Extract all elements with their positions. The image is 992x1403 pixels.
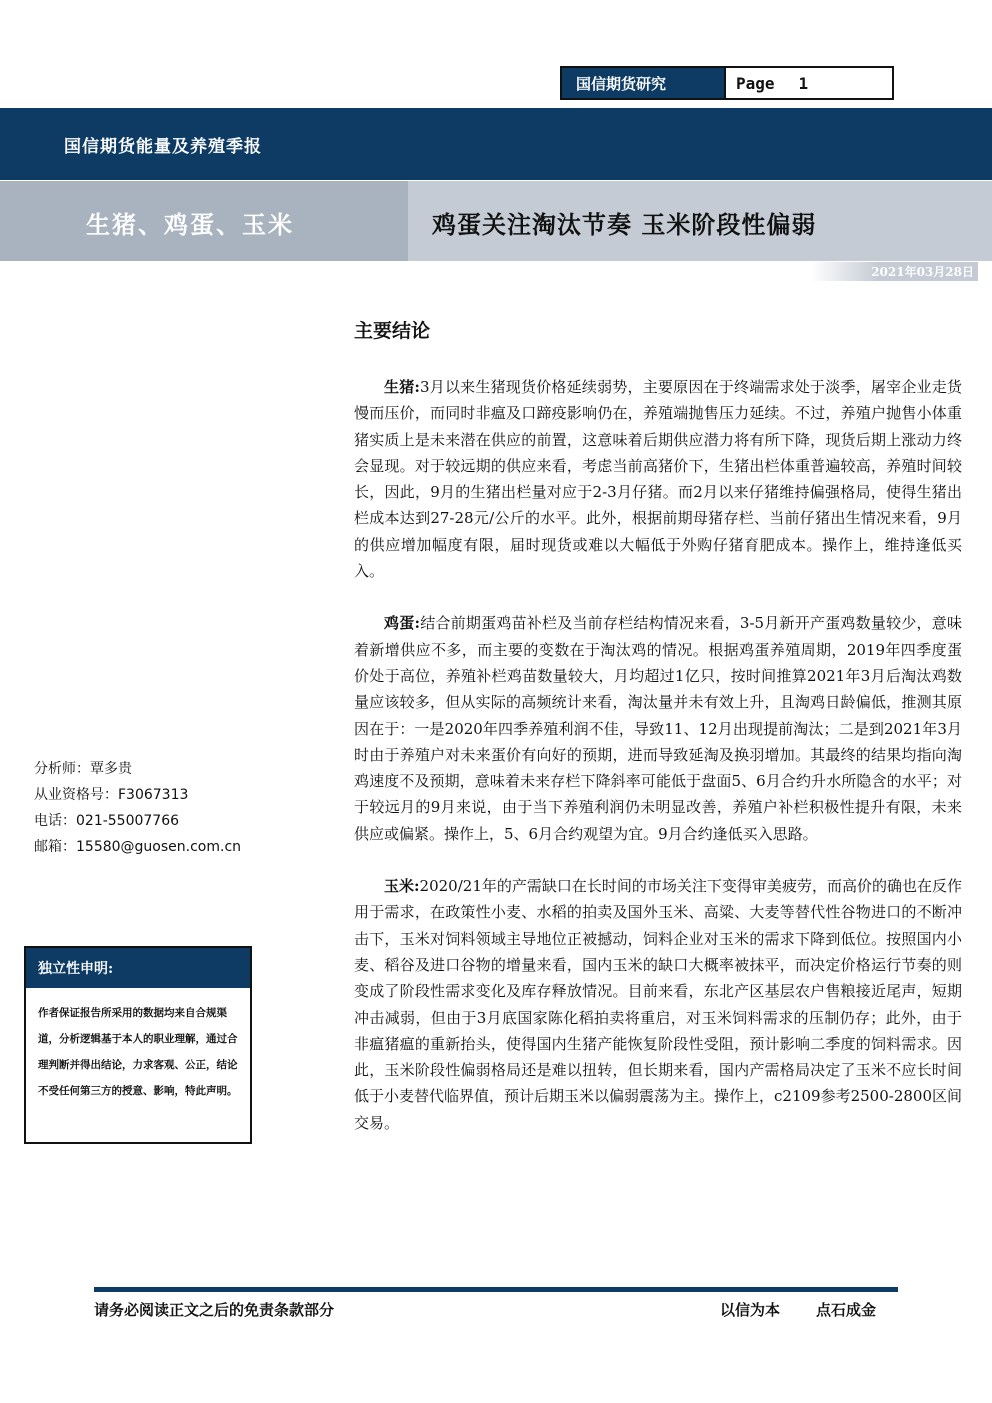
motto-1: 以信为本 — [720, 1301, 781, 1319]
paragraph-egg — [354, 610, 962, 847]
title-bar — [0, 181, 992, 261]
paragraph-lead: 玉米: — [384, 877, 420, 896]
independence-title: 独立性申明: — [26, 948, 250, 988]
footer-divider — [94, 1287, 898, 1292]
paragraph-text: 3月以来生猪现货价格延续弱势，主要原因在于终端需求处于淡季，屠宰企业走货慢而压价，而同时非瘟及口蹄疫影响仍在，养殖端抛售压力延续。不过，养殖户抛售小体重猪实质上是未来潜在供应的前置，这意味着后期供应潜力将有所下降，现货后期上涨动力终会显现。对于较远期的供应来看，考虑当前高猪价下，生猪出栏体重普遍较高，养殖时间较长，因此，9月的生猪出栏量对应于2-3月仔猪。而2月以来仔猪维持偏强格局，使得生猪出栏成本达到27-28元/公斤的水平。此外，根据前期母猪存栏、当前仔猪出生情况来看，9月的供应增加幅度有限，届时现货或难以大幅低于外购仔猪育肥成本。操作上，维持逢低买入。 — [354, 378, 962, 581]
independence-box — [24, 946, 252, 1144]
categories: 生猪、鸡蛋、玉米 — [86, 210, 294, 239]
analyst-license: 从业资格号：F3067313 — [34, 787, 189, 803]
paragraph-lead: 鸡蛋: — [384, 614, 420, 633]
page-indicator — [726, 68, 892, 98]
org-label: 国信期货研究 — [562, 68, 726, 98]
analyst-info — [34, 756, 241, 860]
section-title: 主要结论 — [354, 320, 431, 342]
page-tag — [560, 66, 894, 100]
report-banner: 国信期货能量及养殖季报 — [0, 108, 992, 180]
page-label: Page — [736, 73, 775, 93]
analyst-name: 分析师：覃多贵 — [34, 761, 132, 777]
paragraph-lead: 生猪: — [384, 378, 420, 396]
headline: 鸡蛋关注淘汰节奏 玉米阶段性偏弱 — [432, 210, 817, 239]
analyst-phone: 电话：021-55007766 — [34, 813, 180, 829]
analyst-email[interactable]: 邮箱：15580@guosen.com.cn — [34, 839, 242, 855]
paragraph-corn — [354, 873, 962, 1136]
paragraph-hog — [354, 374, 962, 584]
paragraph-text: 2020/21年的产需缺口在长时间的市场关注下变得审美疲劳，而高价的确也在反作用于需求，在政策性小麦、水稻的拍卖及国外玉米、高粱、大麦等替代性谷物进口的不断冲击下，玉米对饲料领域主导地位正被撼动，饲料企业对玉米的需求下降到低位。按照国内小麦、稻谷及进口谷物的增量来看，国内玉米的缺口大概率被抹平，而决定价格运行节奏的则变成了阶段性需求变化及库存释放情况。目前来看，东北产区基层农户售粮接近尾声，短期冲击减弱，但由于3月底国家陈化稻拍卖将重启，对玉米饲料需求的压制仍存；此外，由于非瘟猪瘟的重新抬头，使得国内生猪产能恢复阶段性受阻，预计影响二季度的饲料需求。因此，玉米阶段性偏弱格局还是难以扭转，但长期来看，国内产需格局决定了玉米不应长时间低于小麦替代临界值，预计后期玉米以偏弱震荡为主。操作上，c2109参考2500-2800区间交易。 — [354, 877, 962, 1132]
independence-text: 作者保证报告所采用的数据均来自合规渠道，分析逻辑基于本人的职业理解，通过合理判断并得出结论，力求客观、公正，结论不受任何第三方的授意、影响，特此声明。 — [38, 1007, 238, 1097]
report-date: 2021年03月28日 — [811, 262, 978, 281]
paragraph-text: 结合前期蛋鸡苗补栏及当前存栏结构情况来看，3-5月新开产蛋鸡数量较少，意味着新增供应不多，而主要的变数在于淘汰鸡的情况。根据鸡蛋养殖周期，2019年四季度蛋价处于高位，养殖补栏鸡苗数量较大，月均超过1亿只，按时间推算2021年3月后淘汰鸡数量应该较多，但从实际的高频统计来看，淘汰量并未有效上升，且淘鸡日龄偏低，推测其原因在于：一是2020年四季养殖利润不佳，导致11、12月出现提前淘汰；二是到2021年3月时由于养殖户对未来蛋价有向好的预期，进而导致延淘及换羽增加。其最终的结果均指向淘鸡速度不及预期，意味着未来存栏下降斜率可能低于盘面5、6月合约升水所隐含的水平；对于较远月的9月来说，由于当下养殖利润仍未明显改善，养殖户补栏积极性提升有限，未来供应或偏紧。操作上，5、6月合约观望为宜。9月合约逢低买入思路。 — [354, 614, 962, 843]
disclaimer-note: 请务必阅读正文之后的免责条款部分 — [94, 1301, 335, 1319]
page-number: 1 — [798, 73, 809, 93]
report-body — [354, 374, 962, 1162]
footer-motto — [720, 1299, 876, 1320]
motto-2: 点石成金 — [816, 1301, 877, 1319]
